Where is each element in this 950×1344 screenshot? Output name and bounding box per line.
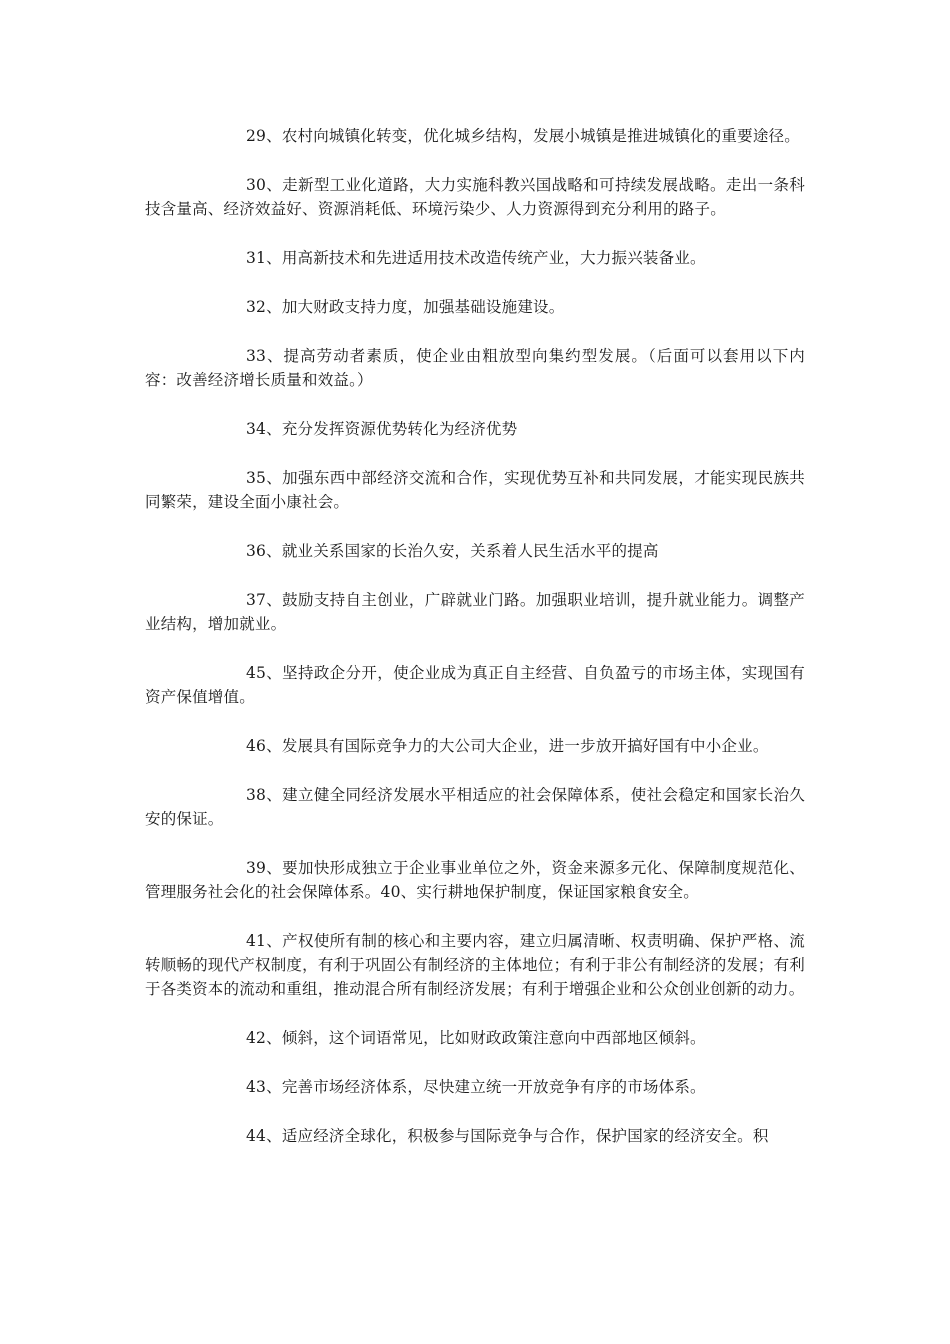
paragraph-46: 46、发展具有国际竞争力的大公司大企业，进一步放开搞好国有中小企业。: [246, 737, 769, 755]
paragraph-34: 34、充分发挥资源优势转化为经济优势: [246, 420, 518, 438]
document-body: [145, 124, 805, 1173]
paragraph-33: 33、提高劳动者素质，使企业由粗放型向集约型发展。（后面可以套用以下内容：改善经济增长质量和效益。）: [145, 347, 805, 389]
paragraph-38: 38、建立健全同经济发展水平相适应的社会保障体系，使社会稳定和国家长治久安的保证。: [145, 786, 805, 828]
paragraph-41: 41、产权使所有制的核心和主要内容，建立归属清晰、权责明确、保护严格、流转顺畅的现代产权制度，有利于巩固公有制经济的主体地位；有利于非公有制经济的发展；有利于各类资本的流动和重组，推动混合所有制经济发展；有利于增强企业和公众创业创新的动力。: [145, 932, 805, 998]
paragraph-32: 32、加大财政支持力度，加强基础设施建设。: [246, 298, 565, 316]
paragraph-45: 45、坚持政企分开，使企业成为真正自主经营、自负盈亏的市场主体，实现国有资产保值增值。: [145, 664, 805, 706]
paragraph-31: 31、用高新技术和先进适用技术改造传统产业，大力振兴装备业。: [246, 249, 706, 267]
paragraph-36: 36、就业关系国家的长治久安，关系着人民生活水平的提高: [246, 542, 659, 560]
paragraph-37: 37、鼓励支持自主创业，广辟就业门路。加强职业培训，提升就业能力。调整产业结构，增加就业。: [145, 591, 805, 633]
paragraph-29: 29、农村向城镇化转变，优化城乡结构，发展小城镇是推进城镇化的重要途径。: [246, 127, 800, 145]
paragraph-30: 30、走新型工业化道路，大力实施科教兴国战略和可持续发展战略。走出一条科技含量高、经济效益好、资源消耗低、环境污染少、人力资源得到充分利用的路子。: [145, 176, 805, 218]
paragraph-39-40: 39、要加快形成独立于企业事业单位之外，资金来源多元化、保障制度规范化、管理服务社会化的社会保障体系。40、实行耕地保护制度，保证国家粮食安全。: [145, 859, 805, 901]
paragraph-35: 35、加强东西中部经济交流和合作，实现优势互补和共同发展，才能实现民族共同繁荣，建设全面小康社会。: [145, 469, 805, 511]
paragraph-42: 42、倾斜，这个词语常见，比如财政政策注意向中西部地区倾斜。: [246, 1029, 706, 1047]
paragraph-43: 43、完善市场经济体系，尽快建立统一开放竞争有序的市场体系。: [246, 1078, 706, 1096]
paragraph-44: 44、适应经济全球化，积极参与国际竞争与合作，保护国家的经济安全。积: [246, 1127, 769, 1145]
